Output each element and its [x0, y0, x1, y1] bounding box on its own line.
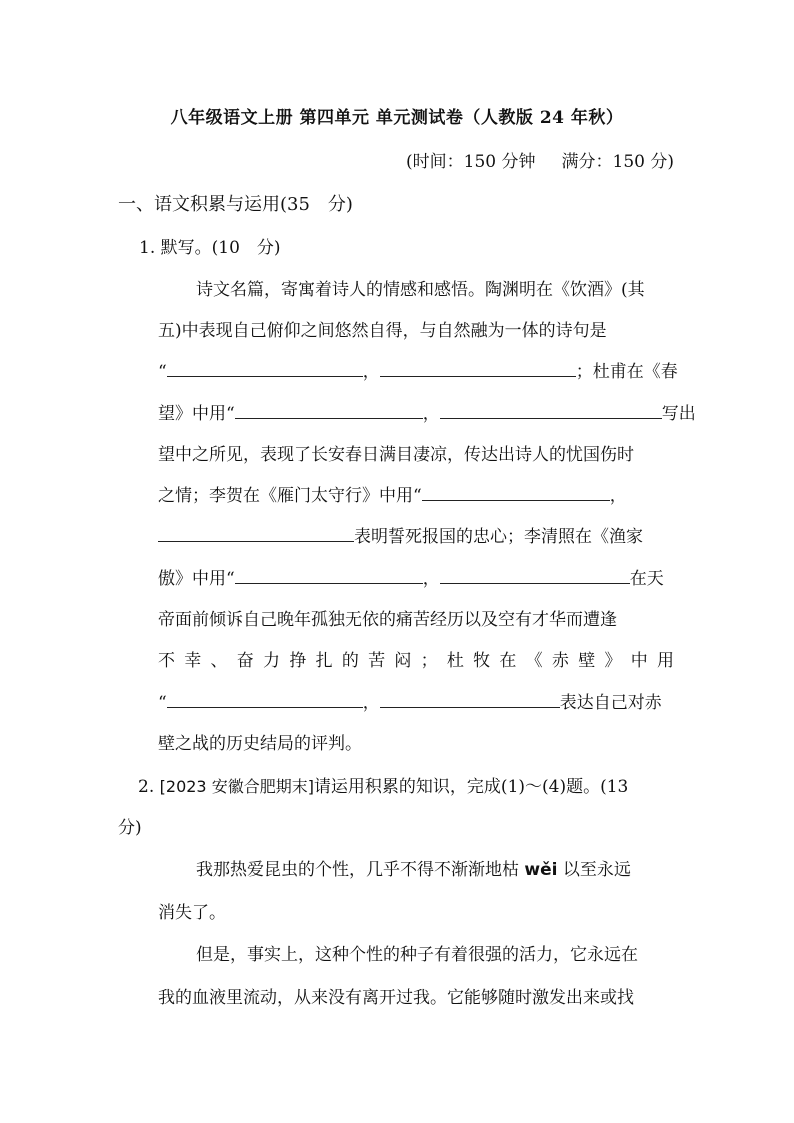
- question-2-heading-cont: 分): [118, 818, 142, 838]
- line-6-start: 之情；李贺在《雁门太守行》中用“: [158, 486, 422, 506]
- comma: ，: [362, 693, 380, 713]
- line-8-start: 傲》中用“: [158, 569, 235, 589]
- open-quote: “: [158, 362, 167, 382]
- q1-line-8: [158, 564, 664, 589]
- passage-line-2: 消失了。: [158, 903, 226, 923]
- comma: ，: [422, 404, 440, 424]
- q1-line-12: 壁之战的历史结局的评判。: [158, 734, 362, 754]
- passage-line-3: 但是，事实上，这种个性的种子有着很强的活力，它永远在: [196, 945, 638, 965]
- blank-4[interactable]: [440, 400, 662, 419]
- q1-line-10: 不幸、奋力挣扎的苦闷；杜牧在《赤壁》中用: [158, 651, 674, 671]
- page-title: 八年级语文上册 第四单元 单元测试卷（人教版 24 年秋）: [170, 108, 624, 128]
- q1-line-11: [158, 688, 662, 713]
- exam-info: [406, 147, 674, 172]
- exam-time: (时间：150 分钟: [406, 152, 536, 172]
- comma: ，: [362, 362, 380, 382]
- line-8-end: 在天: [629, 569, 664, 589]
- passage-text: 我那热爱昆虫的个性，几乎不得不渐渐地枯: [196, 860, 519, 880]
- question-2-number: 2.: [138, 777, 155, 797]
- q1-line-5: 望中之所见，表现了长安春日满目凄凉，传达出诗人的忧国伤时: [158, 445, 634, 465]
- question-2-source: [2023 安徽合肥期末]: [159, 777, 314, 796]
- comma: ，: [609, 486, 627, 506]
- blank-10[interactable]: [380, 689, 560, 708]
- q1-line-6: [158, 481, 627, 506]
- exam-score: 满分：150 分): [561, 152, 674, 172]
- comma: ，: [422, 569, 440, 589]
- line-11-end: 表达自己对赤: [559, 693, 662, 713]
- q1-line-4: [158, 399, 696, 424]
- blank-5[interactable]: [422, 482, 610, 501]
- blank-8[interactable]: [440, 565, 630, 584]
- blank-2[interactable]: [380, 358, 576, 377]
- question-2-prompt: 请运用积累的知识，完成(1)～(4)题。(13: [313, 777, 629, 797]
- blank-9[interactable]: [167, 689, 363, 708]
- q1-line-2: 五)中表现自己俯仰之间悠然自得，与自然融为一体的诗句是: [158, 321, 607, 341]
- passage-line-4: 我的血液里流动，从来没有离开过我。它能够随时激发出来或找: [158, 988, 634, 1008]
- q1-line-1: 诗文名篇，寄寓着诗人的情感和感悟。陶渊明在《饮酒》(其: [196, 280, 645, 300]
- blank-6[interactable]: [158, 523, 354, 542]
- q1-line-9: 帝面前倾诉自己晚年孤独无依的痛苦经历以及空有才华而遭逢: [158, 610, 617, 630]
- passage-line-1: [196, 855, 631, 880]
- line-7-end: 表明誓死报国的忠心；李清照在《渔家: [354, 527, 643, 547]
- passage-text: 以至永远: [562, 860, 631, 880]
- blank-1[interactable]: [167, 358, 363, 377]
- question-1-heading: 1. 默写。(10 分): [139, 238, 281, 258]
- q1-line-7: [158, 522, 643, 547]
- blank-3[interactable]: [235, 400, 423, 419]
- line-4-end: 写出: [661, 404, 696, 424]
- pinyin-prompt: wěi: [524, 860, 558, 880]
- line-4-start: 望》中用“: [158, 404, 235, 424]
- open-quote: “: [158, 693, 167, 713]
- question-2-heading: [138, 772, 628, 797]
- q1-line-3: [158, 357, 678, 382]
- blank-7[interactable]: [235, 565, 423, 584]
- line-3-end: ；杜甫在《春: [575, 362, 678, 382]
- section-heading: 一、语文积累与运用(35 分): [118, 194, 353, 215]
